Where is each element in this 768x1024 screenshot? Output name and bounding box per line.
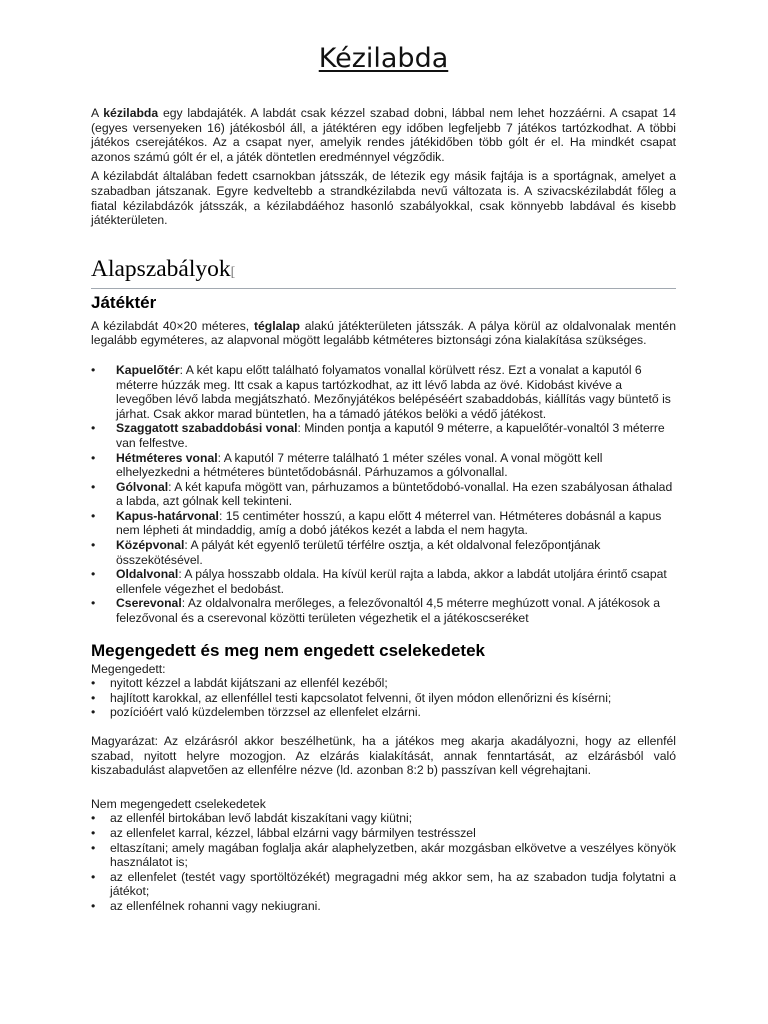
document-page — [91, 42, 676, 914]
list-item: • az ellenfélnek rohanni vagy nekiugrani. — [91, 899, 676, 914]
list-item: • hajlított karokkal, az ellenféllel testi kapcsolatot felvenni, őt ilyen módon ellenőrizni és kísérni; — [91, 691, 676, 706]
intro-paragraph-1: A kézilabda egy labdajáték. A labdát csak kézzel szabad dobni, lábbal nem lehet hozzáérni. A csapat 14 (egyes versenyeken 16) játékosból áll, a játéktéren egy időben legfeljebb 7 játékos tartózkodhat. A többi játékos cserejátékos. Az a csapat nyer, amelyik rendes játékidőben több gólt ér el. Ha mindkét csapat azonos számú gólt ér el, a játék döntetlen eredménnyel végződik. — [91, 106, 676, 164]
list-item: • nyitott kézzel a labdát kijátszani az ellenfél kezéből; — [91, 676, 676, 691]
explanation-paragraph: Magyarázat: Az elzárásról akkor beszélhetünk, ha a játékos meg akarja akadályozni, hogy az ellenfél szabad, nyitott helyre mozogjon. Az elzárás kialakítását, annak fenntartását, az elzárásból való kiszabadulást alapvetően az ellenfélre nézve (ld. azonban 8:2 b) passzívan kell végrehajtani. — [91, 734, 676, 778]
list-item: • Oldalvonal: A pálya hosszabb oldala. Ha kívül kerül rajta a labda, akkor a labdát utoljára érintő csapat ellenfele végezhet el bedobást. — [91, 567, 676, 596]
list-item: • Középvonal: A pályát két egyenlő területű térfélre osztja, a két oldalvonal felezőpontjának összekötésével. — [91, 538, 676, 567]
list-item: • az ellenfelet (testét vagy sportöltözékét) megragadni még akkor sem, ha az szabadon tudja folytatni a játékot; — [91, 870, 676, 899]
intro-paragraph-2: A kézilabdát általában fedett csarnokban játsszák, de létezik egy másik fajtája is a sportágnak, amelyet a szabadban játszanak. Egyre kedveltebb a strandkézilabda nevű változata is. A szivacskézilabdát főleg a fiatal kézilabdázók játsszák, a kézilabdáéhoz hasonló szabályokkal, csak könnyebb labdával és kisebb játékterületen. — [91, 169, 676, 228]
list-item: • Gólvonal: A két kapufa mögött van, párhuzamos a büntetődobó-vonallal. Ha ezen szabályosan áthalad a labda, azt gólnak kell tekinteni. — [91, 480, 676, 509]
list-item: • Kapuelőtér: A két kapu előtt található folyamatos vonallal körülvett rész. Ezt a vonalat a kaputól 6 méterre húzzák meg. Itt csak a kapus tartózkodhat, az itt lévő labda az övé. Kidobást kivéve a levegőben lévő labda megjátszható. Mezőnyjátékos belépéséért szabaddobás, kiállítás vagy büntető is járhat. Csak akkor marad büntetlen, ha a támadó játékos belöki a védő játékost. — [91, 363, 676, 421]
allowed-list — [91, 676, 676, 720]
forbidden-label: Nem megengedett cselekedetek — [91, 796, 266, 811]
list-item: • Cserevonal: Az oldalvonalra merőleges, a felezővonaltól 4,5 méterre meghúzott vonal. A játékosok a felezővonal és a cserevonal közötti területen végezhetik el a játékoscseréket — [91, 596, 676, 625]
list-item: • eltaszítani; amely magában foglalja akár alaphelyzetben, akár mozgásban elkövetve a veszélyes könyök használatot is; — [91, 841, 676, 870]
allowed-label: Megengedett: — [91, 661, 166, 676]
subheading-field: Játéktér — [91, 292, 157, 312]
list-item: • az ellenfelet karral, kézzel, lábbal elzárni vagy bármilyen testrésszel — [91, 826, 676, 841]
edit-link[interactable]: [ — [230, 264, 236, 280]
page-title: Kézilabda — [318, 43, 449, 74]
subheading-actions: Megengedett és meg nem engedett cselekedetek — [91, 640, 485, 660]
rules-list — [91, 363, 676, 626]
list-item: • az ellenfél birtokában levő labdát kiszakítani vagy kiütni; — [91, 811, 676, 826]
forbidden-list — [91, 811, 676, 913]
list-item: • Szaggatott szabaddobási vonal: Minden pontja a kaputól 9 méterre, a kapuelőtér-vonaltól 3 méterre van felfestve. — [91, 421, 676, 450]
intro-bold-term: kézilabda — [103, 106, 159, 120]
section-heading: Alapszabályok[ — [91, 256, 676, 289]
list-item: • Kapus-határvonal: 15 centiméter hosszú, a kapu előtt 4 méterrel van. Hétméteres dobásnál a kapus nem lépheti át mindaddig, amíg a dobó játékos kezét a labda el nem hagyta. — [91, 509, 676, 538]
list-item: • Hétméteres vonal: A kaputól 7 méterre található 1 méter széles vonal. A vonal mögött kell elhelyezkedni a hétméteres büntetődobásnál. Párhuzamos a gólvonallal. — [91, 451, 676, 480]
list-item: • pozícióért való küzdelemben törzzsel az ellenfelet elzárni. — [91, 705, 676, 720]
field-paragraph: A kézilabdát 40×20 méteres, téglalap alakú játékterületen játsszák. A pálya körül az oldalvonalak mentén legalább egyméteres, az alapvonal mögött legalább kétméteres biztonsági zóna kialakítása szükséges. — [91, 318, 676, 348]
